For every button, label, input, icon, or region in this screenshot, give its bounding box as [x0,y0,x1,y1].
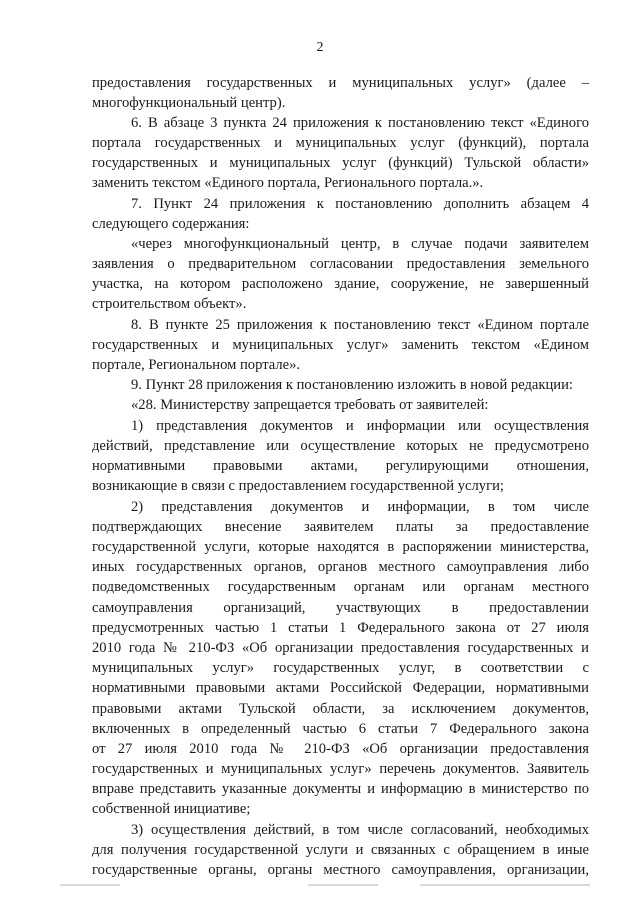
text-line: 7. Пункт 24 приложения к постановлению дополнить абзацем 4 [131,196,589,212]
text-line: 2010 года № 210-ФЗ «Об организации предоставления государственных и [92,640,589,656]
text-line: 3) осуществления действий, в том числе согласований, необходимых [131,822,589,838]
scan-artifact [420,884,590,886]
text-line: действий, представление или осуществление которых не предусмотрено [92,438,589,454]
text-line: государственных и муниципальных услуг» заменить текстом «Едином [92,337,589,353]
text-line: иных государственных органов, органов местного самоуправления либо [92,559,589,575]
text-line: подведомственных государственным органам или органам местного [92,579,589,595]
text-line: 6. В абзаце 3 пункта 24 приложения к постановлению текст «Единого [131,115,589,131]
text-line: «28. Министерству запрещается требовать от заявителей: [131,397,489,413]
text-line: нормативными правовыми актами Российской Федерации, нормативными [92,680,589,696]
scan-artifact [60,884,120,886]
text-line: собственной инициативе; [92,801,251,817]
text-line: вправе представить указанные документы и информацию в министерство по [92,781,589,797]
text-line: предоставления государственных и муниципальных услуг» (далее – [92,75,589,91]
text-line: для получения государственной услуги и связанных с обращением в иные [92,842,589,858]
text-line: подтверждающих внесение заявителем платы за предоставление [92,519,589,535]
text-line: муниципальных услуг» государственных услуг, в соответствии с [92,660,589,676]
text-line: государственных и муниципальных услуг (функций) Тульской области» [92,155,589,171]
scan-artifact [308,884,378,886]
page-number: 2 [316,40,324,55]
text-line: 9. Пункт 28 приложения к постановлению изложить в новой редакции: [131,377,573,393]
text-line: правовыми актами Тульской области, за исключением документов, [92,701,589,717]
text-line: 1) представления документов и информации или осуществления [131,418,589,434]
text-line: 2) представления документов и информации, в том числе [131,499,589,515]
text-line: портала государственных и муниципальных услуг (функций), портала [92,135,589,151]
text-line: портале, Региональном портале». [92,357,301,373]
text-line: следующего содержания: [92,216,250,232]
text-line: государственные органы, органы местного самоуправления, организации, [92,862,589,878]
text-line: государственных и муниципальных услуг» перечень документов. Заявитель [92,761,589,777]
text-line: включенных в определенный частью 6 статьи 7 Федерального закона [92,721,589,737]
text-line: государственной услуги, которые находятся в распоряжении министерства, [92,539,589,555]
text-line: нормативными правовыми актами, регулирующими отношения, [92,458,589,474]
text-line: предусмотренных частью 1 статьи 1 Федерального закона от 27 июля [92,620,589,636]
text-line: заменить текстом «Единого портала, Регионального портала.». [92,175,484,191]
text-line: 8. В пункте 25 приложения к постановлению текст «Едином портале [131,317,589,333]
text-line: от 27 июля 2010 года № 210-ФЗ «Об организации предоставления [92,741,589,757]
text-line: участка, на котором расположено здание, сооружение, не завершенный [92,276,589,292]
text-line: самоуправления организаций, участвующих в предоставлении [92,600,589,616]
text-line: «через многофункциональный центр, в случае подачи заявителем [131,236,589,252]
text-line: возникающие в связи с предоставлением государственной услуги; [92,478,504,494]
text-line: заявления о предварительном согласовании предоставления земельного [92,256,589,272]
text-line: многофункциональный центр). [92,95,286,111]
text-line: строительством объект». [92,296,247,312]
